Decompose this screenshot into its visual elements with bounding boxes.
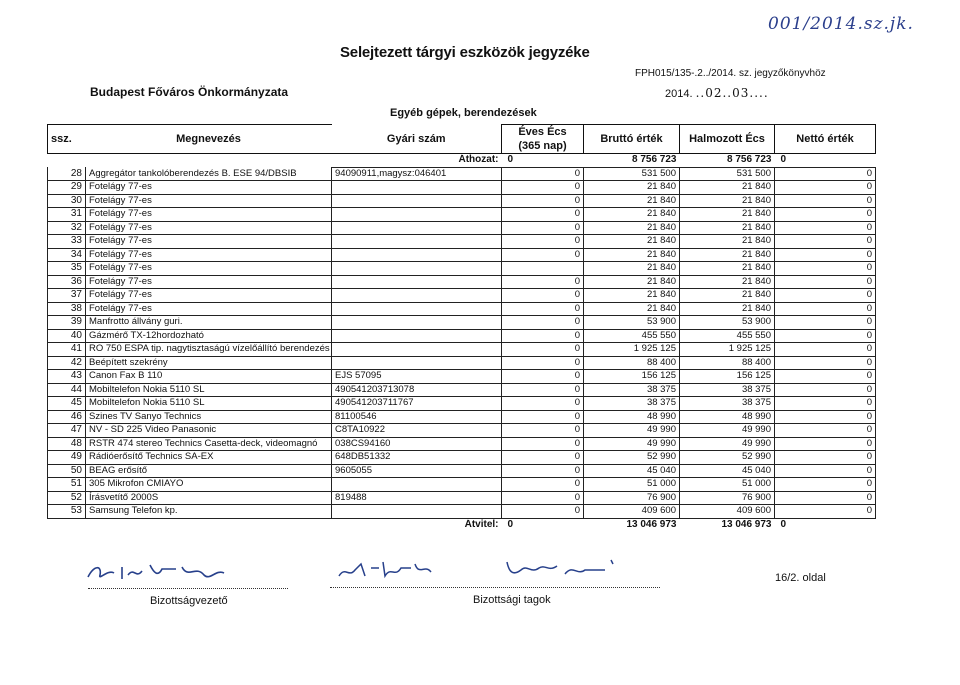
carry-out-accumulated: 13 046 973: [721, 518, 772, 530]
table-row: [48, 383, 876, 397]
row-gross: 21 840: [584, 181, 680, 195]
row-accumulated: 1 925 125: [680, 343, 775, 357]
row-annual-dep: 0: [502, 194, 584, 208]
table-row: [48, 343, 876, 357]
row-number: 49: [48, 451, 86, 465]
row-accumulated: 53 900: [680, 316, 775, 330]
reference-number: FPH015/135-.2../2014. sz. jegyzőkönyvhöz: [635, 68, 826, 79]
row-accumulated: 38 375: [680, 397, 775, 411]
row-gross: 21 840: [584, 221, 680, 235]
row-annual-dep: 0: [502, 343, 584, 357]
row-annual-dep: 0: [502, 208, 584, 222]
table-row: [48, 248, 876, 262]
row-number: 43: [48, 370, 86, 384]
row-number: 35: [48, 262, 86, 276]
row-name: Szines TV Sanyo Technics: [86, 410, 332, 424]
row-serial: 490541203711767: [332, 397, 502, 411]
row-number: 40: [48, 329, 86, 343]
carry-out-spacer-1: [48, 518, 86, 531]
row-name: Beépített szekrény: [86, 356, 332, 370]
carry-out-net: 0: [780, 518, 787, 530]
handwritten-signatures-icon: [335, 556, 635, 582]
row-annual-dep: 0: [502, 410, 584, 424]
row-gross: 21 840: [584, 208, 680, 222]
row-net: 0: [775, 289, 876, 303]
row-net: 0: [775, 356, 876, 370]
row-name: Aggregátor tankolóberendezés B. ESE 94/DBSIB: [86, 167, 332, 181]
row-number: 37: [48, 289, 86, 303]
row-number: 32: [48, 221, 86, 235]
row-net: 0: [775, 410, 876, 424]
row-annual-dep: 0: [502, 289, 584, 303]
row-serial: [332, 505, 502, 519]
table-row: [48, 424, 876, 438]
row-name: Fotelágy 77-es: [86, 194, 332, 208]
table-row: [48, 451, 876, 465]
row-serial: [332, 302, 502, 316]
row-name: RO 750 ESPA tip. nagytisztaságú vízelőállító berendezés: [86, 343, 332, 357]
row-net: 0: [775, 316, 876, 330]
row-gross: 1 925 125: [584, 343, 680, 357]
table-row: [48, 370, 876, 384]
row-number: 42: [48, 356, 86, 370]
table-row: [48, 181, 876, 195]
row-number: 31: [48, 208, 86, 222]
row-name: Canon Fax B 110: [86, 370, 332, 384]
table-row: [48, 505, 876, 519]
row-annual-dep: 0: [502, 478, 584, 492]
row-net: 0: [775, 383, 876, 397]
row-name: Fotelágy 77-es: [86, 262, 332, 276]
row-number: 41: [48, 343, 86, 357]
table-row: [48, 221, 876, 235]
row-gross: 531 500: [584, 167, 680, 181]
label-chair: Bizottságvezető: [150, 595, 228, 607]
category-title: Egyéb gépek, berendezések: [390, 107, 537, 119]
row-net: 0: [775, 221, 876, 235]
row-name: Rádióerősítő Technics SA-EX: [86, 451, 332, 465]
col-serial: Gyári szám: [332, 125, 502, 154]
carry-in-label: Áthozat:: [458, 154, 499, 166]
row-name: Fotelágy 77-es: [86, 208, 332, 222]
row-name: Fotelágy 77-es: [86, 221, 332, 235]
row-annual-dep: [502, 262, 584, 276]
row-serial: [332, 235, 502, 249]
row-serial: [332, 194, 502, 208]
handwritten-signature-icon: [84, 561, 244, 583]
row-accumulated: 52 990: [680, 451, 775, 465]
row-accumulated: 48 990: [680, 410, 775, 424]
table-row: [48, 262, 876, 276]
document-title: Selejtezett tárgyi eszközök jegyzéke: [340, 44, 590, 61]
row-gross: 49 990: [584, 424, 680, 438]
row-serial: 9605055: [332, 464, 502, 478]
table-row: [48, 464, 876, 478]
row-annual-dep: 0: [502, 235, 584, 249]
row-gross: 21 840: [584, 248, 680, 262]
row-net: 0: [775, 208, 876, 222]
carry-out-annual: 0: [507, 518, 514, 530]
carry-out-row: [48, 518, 876, 531]
row-number: 48: [48, 437, 86, 451]
row-name: Samsung Telefon kp.: [86, 505, 332, 519]
carry-out-spacer-2: [86, 518, 332, 531]
row-number: 52: [48, 491, 86, 505]
row-net: 0: [775, 478, 876, 492]
row-serial: [332, 221, 502, 235]
row-net: 0: [775, 343, 876, 357]
carry-in-row: [48, 154, 876, 168]
row-annual-dep: 0: [502, 491, 584, 505]
signature-chair-scribble: [84, 561, 288, 588]
row-annual-dep: 0: [502, 167, 584, 181]
row-name: NV - SD 225 Video Panasonic: [86, 424, 332, 438]
row-gross: 51 000: [584, 478, 680, 492]
row-serial: 819488: [332, 491, 502, 505]
row-number: 53: [48, 505, 86, 519]
row-annual-dep: 0: [502, 248, 584, 262]
row-net: 0: [775, 248, 876, 262]
row-name: 305 Mikrofon CMIAYO: [86, 478, 332, 492]
row-accumulated: 21 840: [680, 262, 775, 276]
table-row: [48, 289, 876, 303]
handwritten-note: 001/2014.sz.jk.: [768, 14, 914, 34]
row-gross: 53 900: [584, 316, 680, 330]
row-net: 0: [775, 437, 876, 451]
row-annual-dep: 0: [502, 329, 584, 343]
row-accumulated: 21 840: [680, 194, 775, 208]
row-serial: C8TA10922: [332, 424, 502, 438]
row-serial: 648DB51332: [332, 451, 502, 465]
row-gross: 156 125: [584, 370, 680, 384]
row-accumulated: 21 840: [680, 208, 775, 222]
row-serial: 490541203713078: [332, 383, 502, 397]
row-name: Fotelágy 77-es: [86, 289, 332, 303]
row-number: 39: [48, 316, 86, 330]
row-accumulated: 21 840: [680, 235, 775, 249]
row-number: 34: [48, 248, 86, 262]
row-accumulated: 51 000: [680, 478, 775, 492]
row-net: 0: [775, 275, 876, 289]
row-gross: 21 840: [584, 262, 680, 276]
row-net: 0: [775, 397, 876, 411]
table-row: [48, 316, 876, 330]
col-ssz: ssz.: [48, 125, 86, 154]
row-net: 0: [775, 370, 876, 384]
row-number: 46: [48, 410, 86, 424]
row-name: Fotelágy 77-es: [86, 275, 332, 289]
row-name: Fotelágy 77-es: [86, 248, 332, 262]
row-name: Mobiltelefon Nokia 5110 SL: [86, 397, 332, 411]
row-annual-dep: 0: [502, 302, 584, 316]
row-accumulated: 21 840: [680, 289, 775, 303]
row-number: 44: [48, 383, 86, 397]
row-annual-dep: 0: [502, 383, 584, 397]
row-name: Írásvetítő 2000S: [86, 491, 332, 505]
row-accumulated: 45 040: [680, 464, 775, 478]
row-name: Gázmérő TX-12hordozható: [86, 329, 332, 343]
table-row: [48, 437, 876, 451]
row-serial: [332, 208, 502, 222]
table-row: [48, 275, 876, 289]
row-gross: 48 990: [584, 410, 680, 424]
row-annual-dep: 0: [502, 437, 584, 451]
row-serial: [332, 343, 502, 357]
row-accumulated: 49 990: [680, 424, 775, 438]
row-serial: EJS 57095: [332, 370, 502, 384]
date-line: [665, 86, 769, 100]
col-gross: Bruttó érték: [584, 125, 680, 154]
row-gross: 21 840: [584, 194, 680, 208]
row-serial: 94090911,magysz:046401: [332, 167, 502, 181]
row-number: 33: [48, 235, 86, 249]
date-year: 2014.: [665, 88, 693, 100]
row-serial: 81100546: [332, 410, 502, 424]
row-gross: 52 990: [584, 451, 680, 465]
row-annual-dep: 0: [502, 505, 584, 519]
row-accumulated: 455 550: [680, 329, 775, 343]
table-row: [48, 208, 876, 222]
row-net: 0: [775, 167, 876, 181]
row-serial: [332, 262, 502, 276]
row-name: Mobiltelefon Nokia 5110 SL: [86, 383, 332, 397]
carry-in-gross: 8 756 723: [632, 154, 677, 166]
table-row: [48, 167, 876, 181]
carry-out-gross: 13 046 973: [626, 518, 677, 530]
row-name: Fotelágy 77-es: [86, 302, 332, 316]
row-annual-dep: 0: [502, 316, 584, 330]
row-gross: 38 375: [584, 383, 680, 397]
row-serial: [332, 329, 502, 343]
row-gross: 21 840: [584, 275, 680, 289]
row-gross: 409 600: [584, 505, 680, 519]
col-name: Megnevezés: [86, 125, 332, 154]
date-handwritten: ..02..03....: [695, 86, 769, 100]
row-annual-dep: 0: [502, 221, 584, 235]
row-annual-dep: 0: [502, 464, 584, 478]
row-name: Fotelágy 77-es: [86, 235, 332, 249]
row-net: 0: [775, 424, 876, 438]
row-net: 0: [775, 451, 876, 465]
row-accumulated: 49 990: [680, 437, 775, 451]
table-row: [48, 410, 876, 424]
row-accumulated: 88 400: [680, 356, 775, 370]
page-number: 16/2. oldal: [775, 572, 826, 584]
row-accumulated: 531 500: [680, 167, 775, 181]
table-row: [48, 302, 876, 316]
signature-line-chair: [88, 588, 288, 589]
row-accumulated: 38 375: [680, 383, 775, 397]
signature-members: [335, 556, 660, 606]
row-accumulated: 21 840: [680, 275, 775, 289]
signature-chair: [88, 561, 288, 607]
row-gross: 21 840: [584, 302, 680, 316]
row-number: 47: [48, 424, 86, 438]
row-annual-dep: 0: [502, 397, 584, 411]
carry-in-annual: 0: [507, 154, 514, 166]
table-row: [48, 329, 876, 343]
row-accumulated: 21 840: [680, 248, 775, 262]
row-gross: 76 900: [584, 491, 680, 505]
table-row: [48, 491, 876, 505]
organization-name: Budapest Főváros Önkormányzata: [90, 85, 289, 99]
row-number: 36: [48, 275, 86, 289]
row-name: Fotelágy 77-es: [86, 181, 332, 195]
table-row: [48, 397, 876, 411]
table-row: [48, 235, 876, 249]
carry-out-label: Átvitel:: [464, 518, 499, 530]
row-gross: 45 040: [584, 464, 680, 478]
row-accumulated: 156 125: [680, 370, 775, 384]
row-gross: 21 840: [584, 235, 680, 249]
row-net: 0: [775, 302, 876, 316]
row-gross: 49 990: [584, 437, 680, 451]
row-annual-dep: 0: [502, 424, 584, 438]
row-annual-dep: 0: [502, 370, 584, 384]
row-gross: 455 550: [584, 329, 680, 343]
row-net: 0: [775, 329, 876, 343]
row-net: 0: [775, 491, 876, 505]
row-gross: 88 400: [584, 356, 680, 370]
row-name: RSTR 474 stereo Technics Casetta-deck, videomagnó: [86, 437, 332, 451]
signature-line-members: [330, 587, 660, 588]
row-serial: 038CS94160: [332, 437, 502, 451]
row-serial: [332, 356, 502, 370]
row-serial: [332, 248, 502, 262]
row-gross: 38 375: [584, 397, 680, 411]
col-accumulated: Halmozott Écs: [680, 125, 775, 154]
table-row: [48, 478, 876, 492]
row-accumulated: 21 840: [680, 221, 775, 235]
carry-in-accumulated: 8 756 723: [727, 154, 772, 166]
row-serial: [332, 316, 502, 330]
asset-table: [47, 124, 876, 531]
carry-in-net: 0: [780, 154, 787, 166]
row-net: 0: [775, 262, 876, 276]
col-annual: Éves Écs (365 nap): [502, 125, 584, 154]
row-net: 0: [775, 194, 876, 208]
row-serial: [332, 289, 502, 303]
row-number: 45: [48, 397, 86, 411]
row-gross: 21 840: [584, 289, 680, 303]
row-accumulated: 21 840: [680, 302, 775, 316]
table-header: [48, 125, 876, 154]
row-serial: [332, 478, 502, 492]
row-accumulated: 409 600: [680, 505, 775, 519]
row-name: Manfrotto állvány guri.: [86, 316, 332, 330]
row-number: 50: [48, 464, 86, 478]
row-net: 0: [775, 181, 876, 195]
row-annual-dep: 0: [502, 451, 584, 465]
row-annual-dep: 0: [502, 275, 584, 289]
row-annual-dep: 0: [502, 181, 584, 195]
row-annual-dep: 0: [502, 356, 584, 370]
row-name: BEAG erősítő: [86, 464, 332, 478]
label-members: Bizottsági tagok: [473, 594, 551, 606]
row-number: 38: [48, 302, 86, 316]
row-serial: [332, 275, 502, 289]
table-row: [48, 356, 876, 370]
row-net: 0: [775, 505, 876, 519]
row-number: 30: [48, 194, 86, 208]
row-number: 51: [48, 478, 86, 492]
col-net: Nettó érték: [775, 125, 876, 154]
row-accumulated: 21 840: [680, 181, 775, 195]
row-serial: [332, 181, 502, 195]
row-number: 29: [48, 181, 86, 195]
row-accumulated: 76 900: [680, 491, 775, 505]
row-net: 0: [775, 464, 876, 478]
row-number: 28: [48, 167, 86, 181]
row-net: 0: [775, 235, 876, 249]
table-row: [48, 194, 876, 208]
